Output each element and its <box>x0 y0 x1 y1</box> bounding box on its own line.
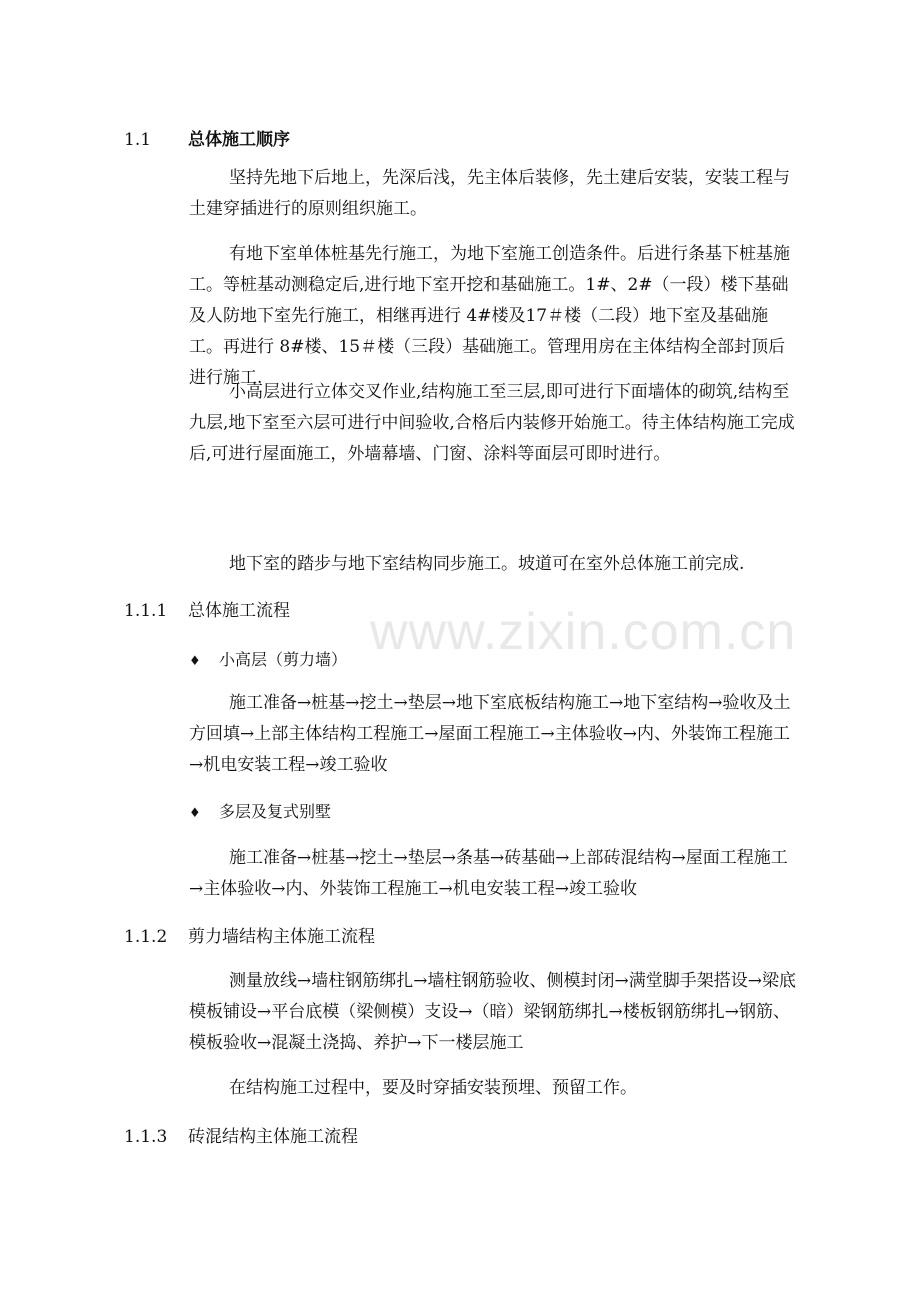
paragraph-villa-flow: 施工准备→桩基→挖土→垫层→条基→砖基础→上部砖混结构→屋面工程施工→主体验收→内、外装饰工程施工→机电安装工程→竣工验收 <box>189 848 788 899</box>
paragraph-shear-wall-flow: 测量放线→墙柱钢筋绑扎→墙柱钢筋验收、侧模封闭→满堂脚手架搭设→梁底模板铺设→平台底模（梁侧模）支设→（暗）梁钢筋绑扎→楼板钢筋绑扎→钢筋、模板验收→混凝土浇捣、养护→下一楼层施工 <box>189 971 796 1053</box>
paragraph-basement-steps: 地下室的踏步与地下室结构同步施工。坡道可在室外总体施工前完成. <box>229 554 745 574</box>
bullet-label: 多层及复式别墅 <box>219 802 332 821</box>
bullet-item-high-rise <box>189 648 347 674</box>
bullet-item-villa <box>189 800 331 826</box>
section-number: 1.1.2 <box>124 927 168 947</box>
diamond-bullet-icon: ♦ <box>189 806 201 821</box>
section-heading-1-1-2 <box>124 925 375 949</box>
section-number: 1.1.1 <box>124 601 168 621</box>
diamond-bullet-icon: ♦ <box>189 654 201 669</box>
section-heading-1-1-1 <box>124 599 290 623</box>
paragraph-high-rise-flow: 施工准备→桩基→挖土→垫层→地下室底板结构施工→地下室结构→验收及土方回填→上部主体结构工程施工→屋面工程施工→主体验收→内、外装饰工程施工→机电安装工程→竣工验收 <box>189 693 791 775</box>
section-title: 总体施工顺序 <box>188 130 290 150</box>
paragraph-embedded-works: 在结构施工过程中，要及时穿插安装预埋、预留工作。 <box>229 1078 637 1098</box>
section-heading-1-1-3 <box>124 1125 358 1149</box>
section-title: 剪力墙结构主体施工流程 <box>188 927 375 947</box>
watermark: www.zixin.com.cn <box>370 603 797 661</box>
section-number: 1.1.3 <box>124 1127 168 1147</box>
paragraph-foundation-sequence: 有地下室单体桩基先行施工，为地下室施工创造条件。后进行条基下桩基施工。等桩基动测稳定后,进行地下室开挖和基础施工。1#、2#（一段）楼下基础及人防地下室先行施工，相继再进行 4#楼及17＃楼（二段）地下室及基础施工。再进行 8#楼、15＃楼（三段）基础施工。管理用房在主体结构全部封顶后进行施工. <box>189 244 790 388</box>
section-title: 总体施工流程 <box>188 601 290 621</box>
bullet-label: 小高层（剪力墙） <box>219 650 348 669</box>
section-number: 1.1 <box>124 130 152 150</box>
paragraph-overall-principle: 坚持先地下后地上，先深后浅，先主体后装修，先土建后安装，安装工程与土建穿插进行的原则组织施工。 <box>189 168 790 219</box>
section-title: 砖混结构主体施工流程 <box>188 1127 358 1147</box>
section-heading-1-1 <box>124 128 290 152</box>
paragraph-high-rise-sequence: 小高层进行立体交叉作业,结构施工至三层,即可进行下面墙体的砌筑,结构至九层,地下室至六层可进行中间验收,合格后内装修开始施工。待主体结构施工完成后,可进行屋面施工，外墙幕墙、门窗、涂料等面层可即时进行。 <box>189 382 795 464</box>
